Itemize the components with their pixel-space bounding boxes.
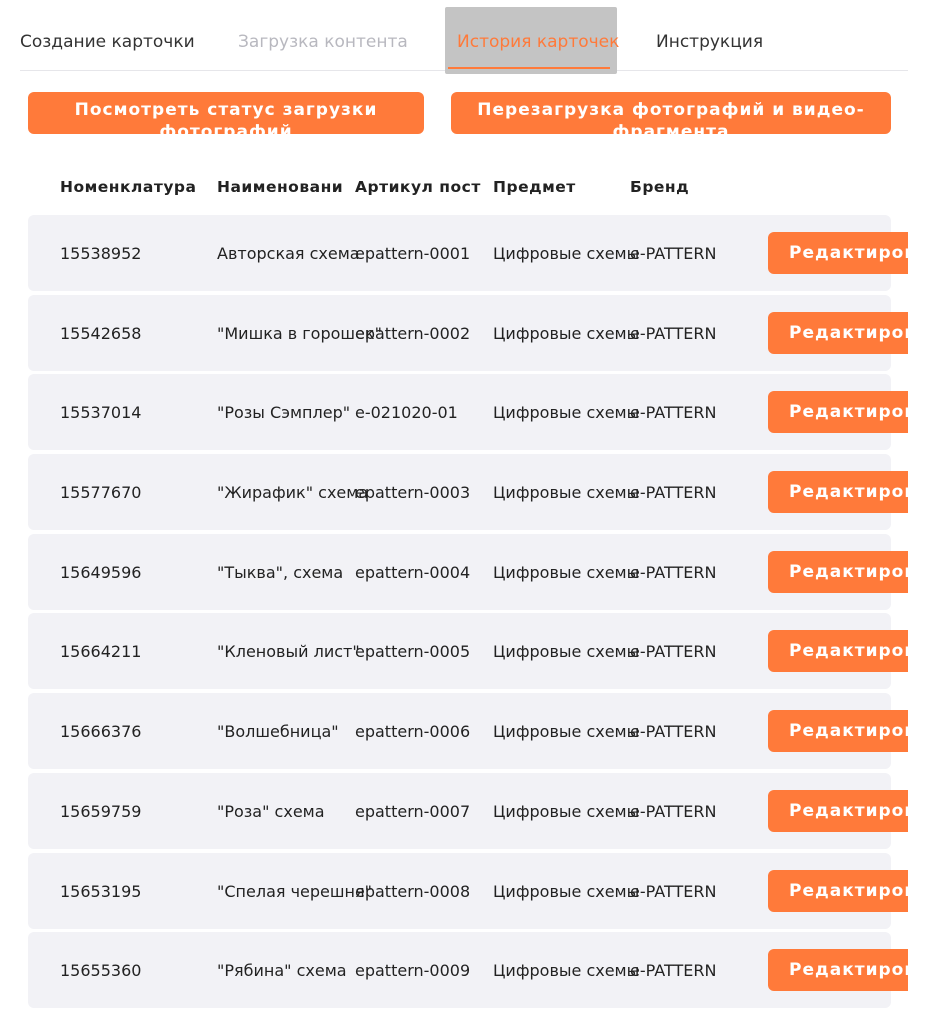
tab-content-upload[interactable]: Загрузка контента: [238, 32, 408, 52]
column-header-nomenclature: Номенклатура: [60, 178, 197, 196]
cell-article: epattern-0008: [355, 881, 471, 901]
cell-article: epattern-0004: [355, 562, 471, 582]
tab-instructions[interactable]: Инструкция: [656, 32, 764, 52]
cell-article: epattern-0009: [355, 961, 471, 981]
cell-subject: Цифровые схемы: [493, 244, 640, 263]
cell-subject: Цифровые схемы: [493, 961, 640, 981]
cell-brand: e-PATTERN: [630, 244, 717, 263]
cell-nomenclature: 15655360: [60, 961, 142, 981]
cell-brand: e-PATTERN: [630, 642, 717, 662]
cell-name: "Рябина" схема: [217, 961, 347, 981]
cell-name: "Мишка в горошек": [217, 323, 382, 343]
edit-button[interactable]: Редактировать: [768, 312, 908, 354]
cell-article: epattern-0007: [355, 801, 471, 821]
cell-brand: e-PATTERN: [630, 562, 717, 582]
cell-article: epattern-0003: [355, 483, 471, 503]
reupload-media-button[interactable]: Перезагрузка фотографий и видео-фрагмента: [451, 92, 891, 134]
cell-nomenclature: 15653195: [60, 881, 142, 901]
table-row: [28, 693, 951, 769]
cell-subject: Цифровые схемы: [493, 801, 640, 821]
table-row: [28, 773, 951, 849]
tab-card-history-label: История карточек: [457, 32, 620, 52]
edit-button[interactable]: Редактировать: [768, 232, 908, 274]
table-row: [28, 853, 951, 929]
cell-name: "Розы Сэмплер": [217, 403, 351, 423]
table-row: [28, 932, 951, 1008]
cell-subject: Цифровые схемы: [493, 562, 640, 582]
cell-subject: Цифровые схемы: [493, 323, 640, 343]
edit-button[interactable]: Редактировать: [768, 471, 908, 513]
cell-nomenclature: 15537014: [60, 403, 142, 423]
edit-button[interactable]: Редактировать: [768, 710, 908, 752]
cell-name: Авторская схема: [217, 244, 360, 263]
cell-nomenclature: 15666376: [60, 722, 142, 742]
cell-brand: e-PATTERN: [630, 722, 717, 742]
tab-bar: [20, 0, 908, 71]
edit-button[interactable]: Редактировать: [768, 949, 908, 991]
cell-article: epattern-0006: [355, 722, 471, 742]
cell-subject: Цифровые схемы: [493, 642, 640, 662]
cell-name: "Волшебница": [217, 722, 339, 742]
column-header-article: Артикул пост: [355, 178, 481, 196]
cell-name: "Жирафик" схема: [217, 483, 369, 503]
cell-subject: Цифровые схемы: [493, 881, 640, 901]
cell-name: "Кленовый лист": [217, 642, 360, 662]
cell-article: epattern-0002: [355, 323, 471, 343]
edit-button[interactable]: Редактировать: [768, 391, 908, 433]
column-header-subject: Предмет: [493, 178, 576, 196]
cell-nomenclature: 15664211: [60, 642, 142, 662]
cell-name: "Спелая черешня": [217, 881, 372, 901]
table-header: [0, 178, 922, 202]
table-body: [28, 215, 951, 1012]
cell-brand: e-PATTERN: [630, 323, 717, 343]
cell-article: e-021020-01: [355, 403, 458, 423]
tab-create-card[interactable]: Создание карточки: [20, 32, 195, 52]
column-header-name: Наименовани: [217, 178, 344, 196]
edit-button[interactable]: Редактировать: [768, 551, 908, 593]
cell-subject: Цифровые схемы: [493, 722, 640, 742]
cell-nomenclature: 15659759: [60, 801, 142, 821]
cell-name: "Роза" схема: [217, 801, 325, 821]
cell-nomenclature: 15649596: [60, 562, 142, 582]
cell-brand: e-PATTERN: [630, 483, 717, 503]
cell-brand: e-PATTERN: [630, 403, 717, 423]
edit-button[interactable]: Редактировать: [768, 870, 908, 912]
edit-button[interactable]: Редактировать: [768, 630, 908, 672]
cell-nomenclature: 15542658: [60, 323, 142, 343]
cell-brand: e-PATTERN: [630, 961, 717, 981]
table-row: [28, 454, 951, 530]
tab-card-history[interactable]: [445, 7, 620, 74]
cell-nomenclature: 15538952: [60, 244, 142, 263]
column-header-brand: Бренд: [630, 178, 690, 196]
cell-brand: e-PATTERN: [630, 801, 717, 821]
table-row: [28, 374, 951, 450]
table-row: [28, 534, 951, 610]
cell-subject: Цифровые схемы: [493, 403, 640, 423]
table-row: [28, 295, 951, 371]
cell-brand: e-PATTERN: [630, 881, 717, 901]
cell-nomenclature: 15577670: [60, 483, 142, 503]
cell-name: "Тыква", схема: [217, 562, 344, 582]
cell-article: epattern-0005: [355, 642, 471, 662]
edit-button[interactable]: Редактировать: [768, 790, 908, 832]
table-row: [28, 215, 951, 291]
cell-article: epattern-0001: [355, 244, 471, 263]
view-upload-status-button[interactable]: Посмотреть статус загрузки фотографий: [28, 92, 424, 134]
cell-subject: Цифровые схемы: [493, 483, 640, 503]
table-row: [28, 613, 951, 689]
active-tab-underline: [448, 67, 610, 69]
